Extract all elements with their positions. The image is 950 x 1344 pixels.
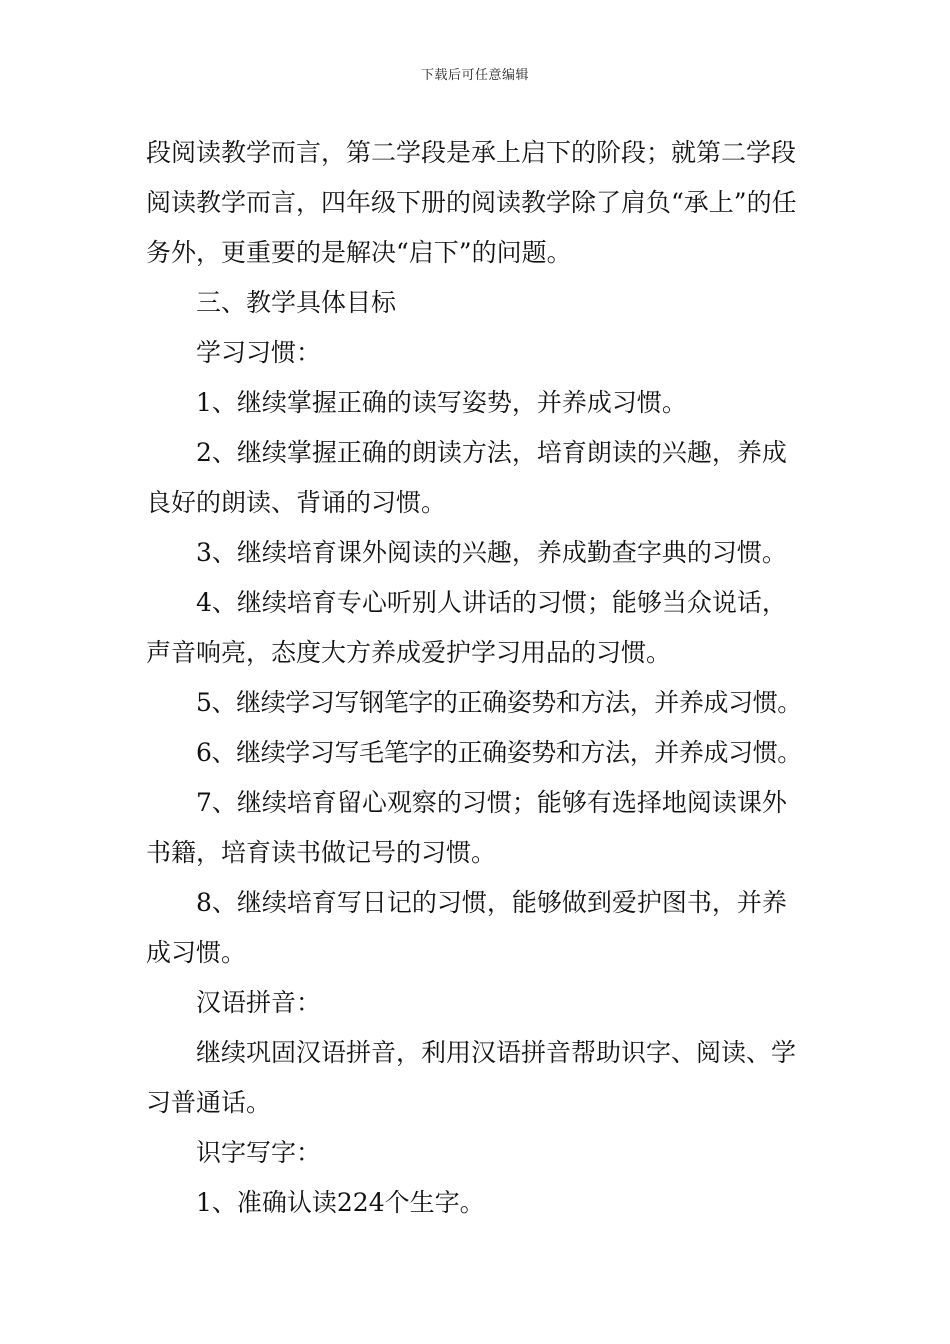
section-heading: 三、教学具体目标	[196, 288, 397, 317]
subheading-pinyin: 汉语拼音：	[196, 988, 322, 1017]
list-item: 8、继续培育写日记的习惯，能够做到爱护图书，并养成习惯。	[146, 888, 787, 967]
list-item: 1、准确认读224个生字。	[196, 1188, 485, 1217]
paragraph-pinyin: 继续巩固汉语拼音，利用汉语拼音帮助识字、阅读、学习普通话。	[146, 1038, 797, 1117]
page-header-note: 下载后可任意编辑	[420, 68, 529, 83]
paragraph-continuation: 段阅读教学而言，第二学段是承上启下的阶段；就第二学段阅读教学而言，四年级下册的阅读教学除了肩负“承上”的任务外，更重要的是解决“启下”的问题。	[146, 138, 797, 267]
list-item: 1、继续掌握正确的读写姿势，并养成习惯。	[196, 388, 687, 417]
list-item: 3、继续培育课外阅读的兴趣，养成勤查字典的习惯。	[196, 538, 787, 567]
list-item: 7、继续培育留心观察的习惯；能够有选择地阅读课外书籍，培育读书做记号的习惯。	[146, 788, 787, 867]
subheading-study-habits: 学习习惯：	[196, 338, 322, 367]
list-item: 6、继续学习写毛笔字的正确姿势和方法，并养成习惯。	[196, 738, 802, 767]
list-item: 5、继续学习写钢笔字的正确姿势和方法，并养成习惯。	[196, 688, 802, 717]
list-item: 2、继续掌握正确的朗读方法，培育朗读的兴趣，养成良好的朗读、背诵的习惯。	[146, 438, 787, 517]
list-item: 4、继续培育专心听别人讲话的习惯；能够当众说话，声音响亮，态度大方养成爱护学习用品的习惯。	[146, 588, 787, 667]
document-body	[146, 128, 810, 1228]
subheading-literacy: 识字写字：	[196, 1138, 322, 1167]
